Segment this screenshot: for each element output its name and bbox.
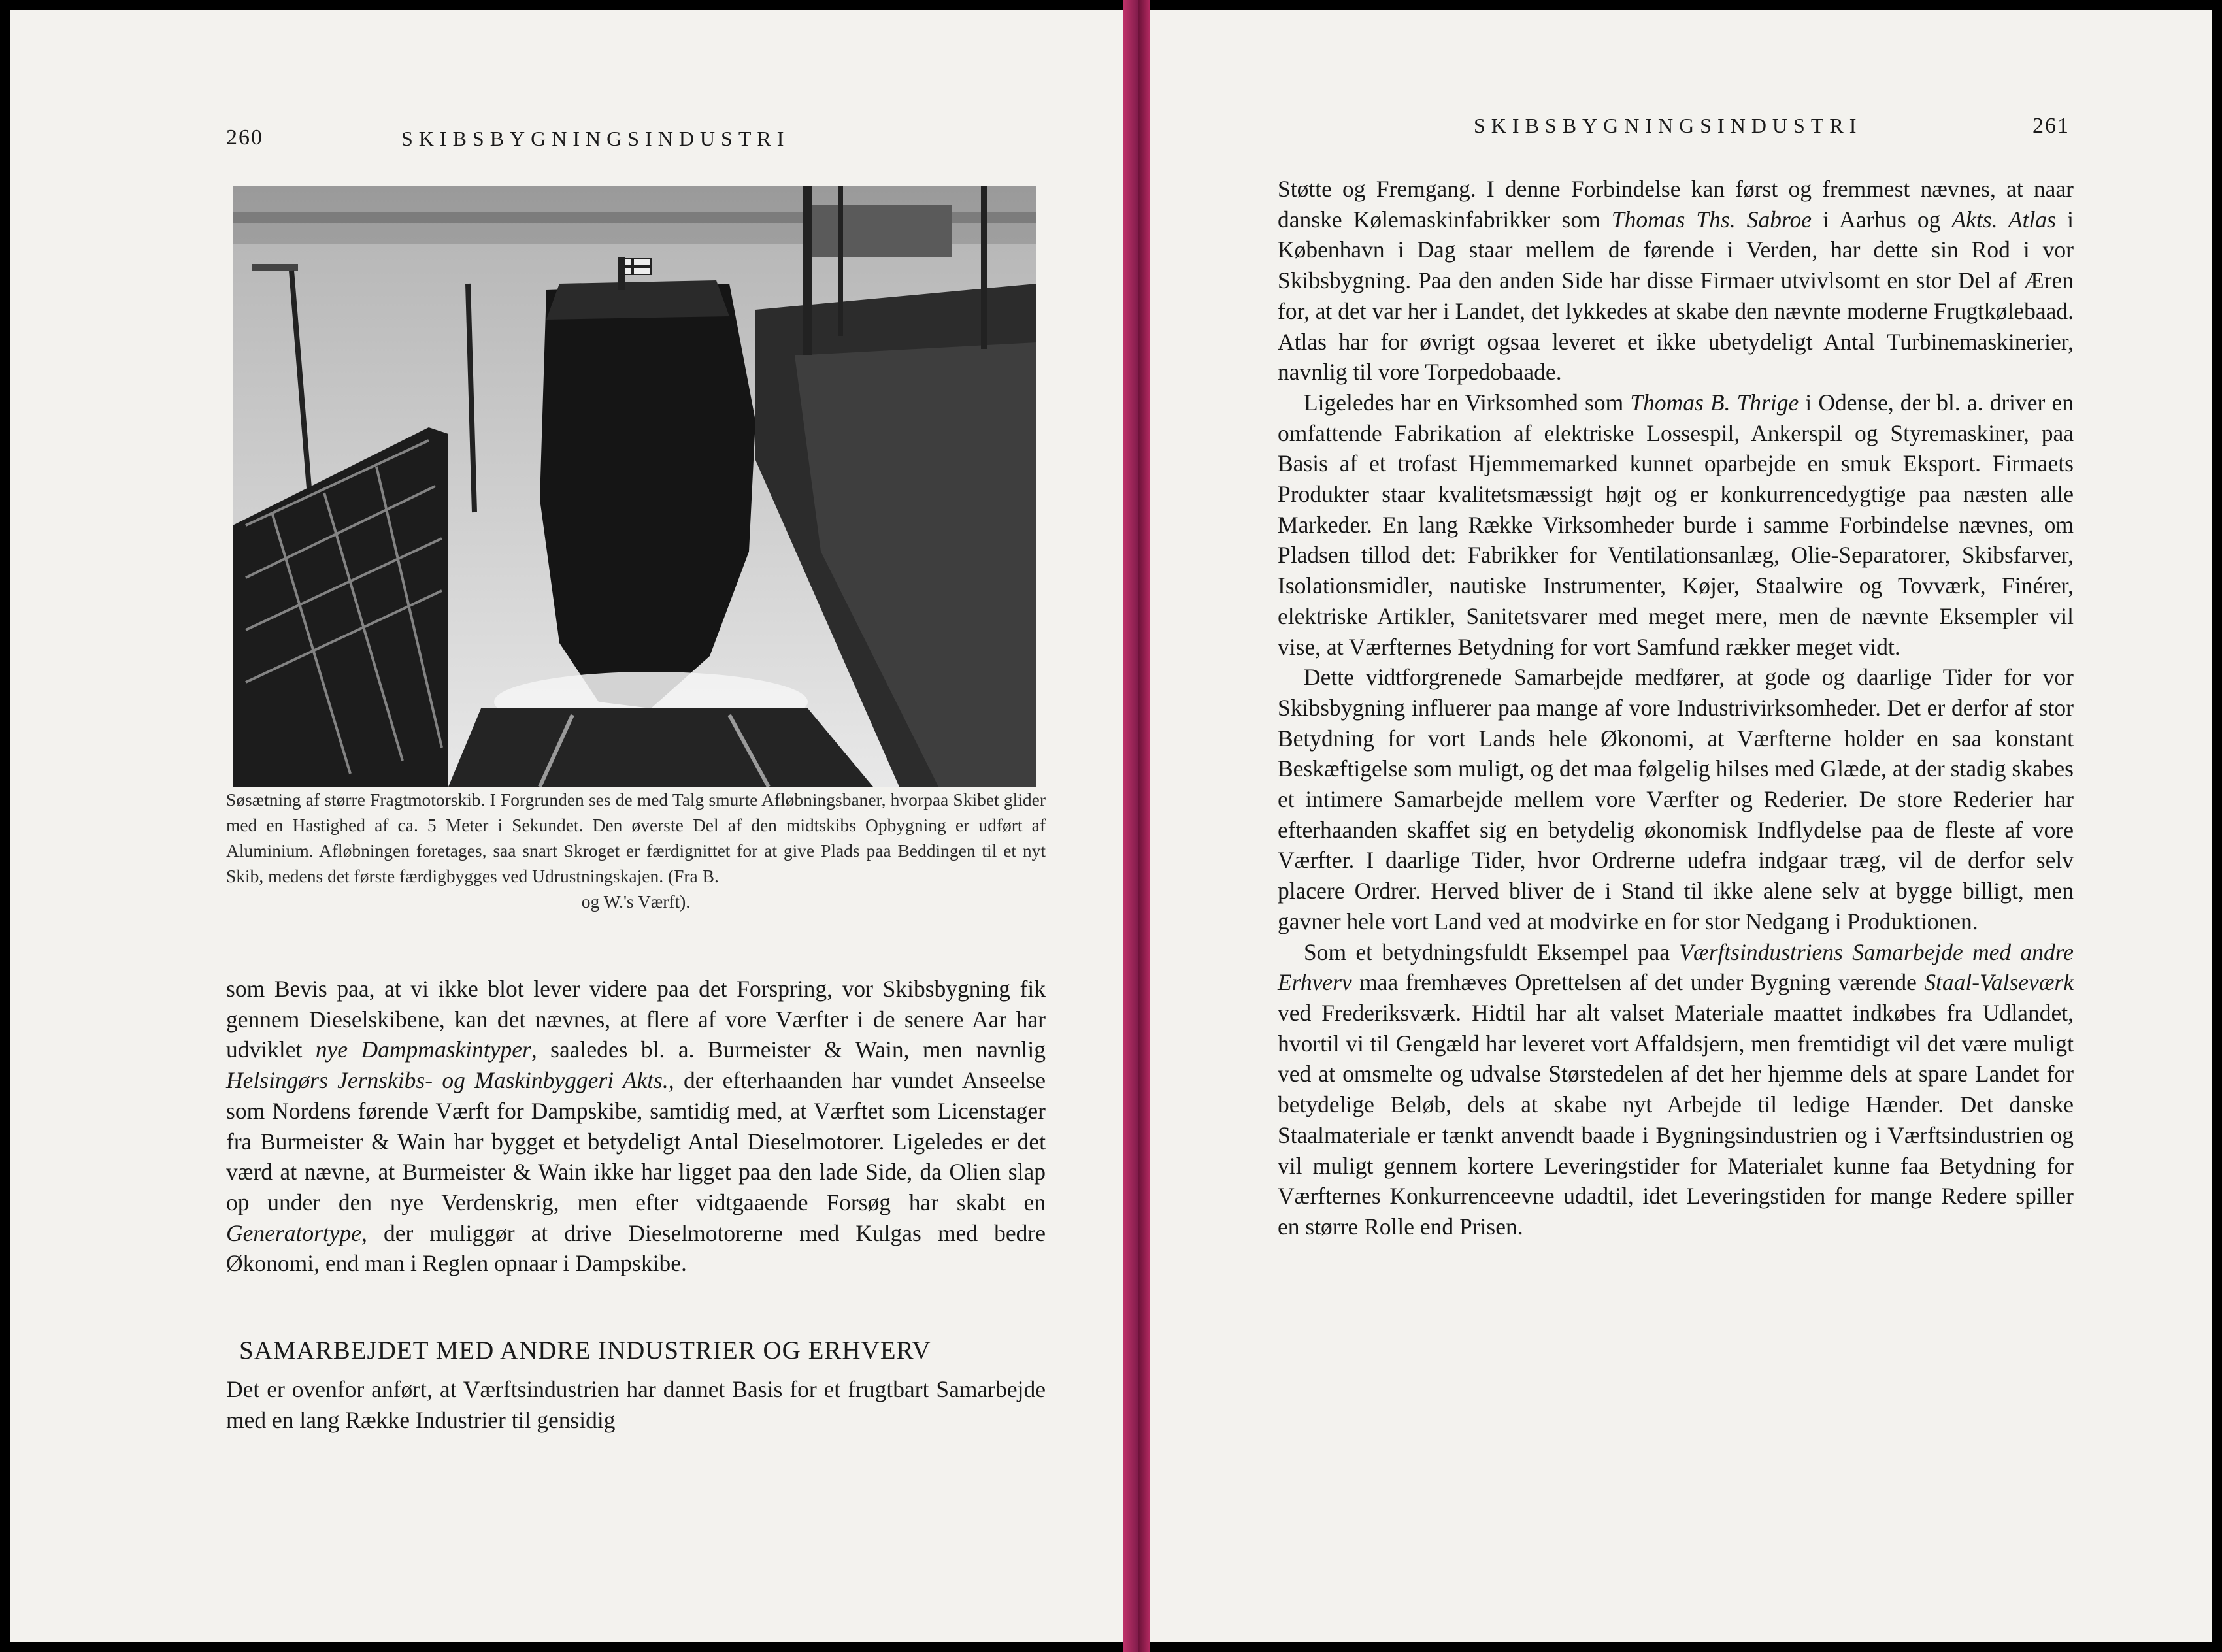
photo-caption-text: Søsætning af større Fragtmotorskib. I Forgrunden ses de med Talg smurte Afløbningsbaner, hvorpaa Skibet glider med en Hastighed af ca. 5 Meter i Sekundet. Den øverste Del af den midtskibs Opbygning er udført af Aluminium. Afløbningen foretages, saa snart Skroget er færdignittet for at give Plads paa Beddingen til et nyt Skib, medens det første færdigbygges ved Udrustningskajen. (Fra B. bbox=[226, 789, 1046, 886]
emphasis: Værftsindustriens Samarbejde med andre Erhverv bbox=[1278, 938, 2074, 996]
body-text bbox=[1278, 174, 2074, 1242]
gutter-edge bbox=[1123, 0, 1140, 1652]
emphasis: nye Dampmaskintyper bbox=[315, 1036, 531, 1063]
page-number: 261 bbox=[2032, 114, 2070, 138]
emphasis: Akts. Atlas bbox=[1951, 206, 2056, 233]
text-run: i Odense, der bl. a. driver en omfattende Fabrikation af elektriske Lossespil, Ankerspil og Styremaskiner, paa Basis af et trofast Hjemmemarked kunnet oparbejde en smuk Eksport. Firmaets Produkter staar kvalitetsmæssigt højt og er konkurrencedygtige paa næsten alle Markeder. En lang Række Virksomheder burde i samme Forbindelse nævnes, om Pladsen tillod det: Fabrikker for Ventilationsanlæg, Olie-Separatorer, Skibsfarver, Isolationsmidler, nautiske Instrumenter, Køjer, Staalwire og Tovværk, Finérer, elektriske Artikler, Sanitetsvarer med meget mere, men de nævnte Eksempler vil vise, at Værfternes Betydning for vort Samfund rækker meget vidt. bbox=[1278, 389, 2074, 660]
section-heading: SAMARBEJDET MED ANDRE INDUSTRIER OG ERHVERV bbox=[239, 1336, 931, 1364]
page-number: 260 bbox=[226, 125, 263, 150]
running-head: SKIBSBYGNINGSINDUSTRI bbox=[401, 127, 790, 150]
photo-caption-last-line: og W.'s Værft). bbox=[581, 891, 691, 912]
text-run: i Aarhus og bbox=[1812, 206, 1952, 233]
text-run: ved Frederiksværk. Hidtil har alt valset Materiale maattet indkøbes fra Udlandet, hvortil vi til Gengæld har leveret vort Affaldsjern, men fremtidigt vil det være muligt ved at omsmelte og udvalse Størstedelen af det her hjemme dels at spare Landet for betydelige Beløb, dels at skabe nyt Arbejde til ledige Hænder. Det danske Staalmateriale er tænkt anvendt baade i Bygningsindustrien og i Værftsindustrien og vil muligt gennem kortere Leveringstider for Materialet kunne faa Betydning for Værfternes Konkurrenceevne udadtil, idet Leveringstiden for mange Redere spiller en større Rolle end Prisen. bbox=[1278, 999, 2074, 1240]
paragraph bbox=[1278, 388, 2074, 662]
emphasis: Thomas Ths. Sabroe bbox=[1611, 206, 1812, 233]
emphasis: Helsingørs Jernskibs- og Maskinbyggeri Akts. bbox=[226, 1067, 669, 1094]
text-run: Som et betydningsfuldt Eksempel paa bbox=[1304, 938, 1680, 965]
body-text bbox=[226, 1374, 1046, 1435]
ship-launch-photo bbox=[233, 186, 1036, 787]
text-run: der muliggør at drive Dieselmotorerne med Kulgas med bedre Økonomi, end man i Reglen opnaar i Dampskibe. bbox=[226, 1219, 1046, 1277]
gutter-edge bbox=[1138, 0, 1150, 1652]
paragraph bbox=[1278, 174, 2074, 388]
emphasis: Thomas B. Thrige bbox=[1630, 389, 1799, 416]
paragraph: Dette vidtforgrenede Samarbejde medfører, at gode og daarlige Tider for vor Skibsbygning influerer paa mange af vore Industrivirksomheder. Det er derfor af stor Betydning for vort Lands hele Økonomi, at Værfterne holder en saa konstant Beskæftigelse som muligt, og det maa følgelig hilses med Glæde, at der stadig skabes et intimere Samarbejde mellem vore Værfter og Rederier. De store Rederier har efterhaanden skaffet sig en betydelig økonomisk Indflydelse paa de fleste af vore Værfter. I daarlige Tider, hvor Ordrerne udefra indgaar træg, vil de derfor selv placere Ordrer. Herved bliver de i Stand til ikke alene selv at bygge billigt, men gavner hele vort Land ved at modvirke en for stor Nedgang i Produktionen. bbox=[1278, 664, 2074, 934]
paragraph bbox=[226, 974, 1046, 1279]
left-page bbox=[10, 10, 1132, 1642]
paragraph: Det er ovenfor anført, at Værftsindustrien har dannet Basis for et frugtbart Samarbejde med en lang Række Industrier til gensidig bbox=[226, 1376, 1046, 1433]
text-run: Ligeledes har en Virksomhed som bbox=[1304, 389, 1631, 416]
text-run: maa fremhæves Oprettelsen af det under Bygning værende bbox=[1351, 969, 1925, 996]
text-run: , der efterhaanden har vundet Anseelse som Nordens førende Værft for Dampskibe, samtidig med, at Værftet som Licenstager fra Burmeister & Wain har bygget et betydeligt Antal Dieselmotorer. Ligeledes er det værd at nævne, at Burmeister & Wain ikke har ligget paa den lade Side, da Olien slap op under den nye Verdenskrig, men efter vidtgaaende Forsøg har skabt en bbox=[226, 1067, 1046, 1215]
text-run: Støtte og Fremgang. I denne Forbindelse kan først og fremmest nævnes, at naar danske Kølemaskinfabrikker som bbox=[1278, 176, 2074, 233]
right-page bbox=[1150, 10, 2212, 1642]
body-text bbox=[226, 974, 1046, 1279]
emphasis: Staal-Valseværk bbox=[1924, 969, 2074, 996]
running-head: SKIBSBYGNINGSINDUSTRI bbox=[1474, 114, 1863, 137]
photo-caption bbox=[226, 787, 1046, 914]
ship-launch-illustration bbox=[233, 186, 1036, 787]
text-run: i København i Dag staar mellem de førende i Verden, har dette sin Rod i vor Skibsbygning. Paa den anden Side har disse Firmaer utvivlsomt en stor Del af Æren for, at det var her i Landet, det lykkedes at skabe den nævnte moderne Frugtkølebaad. Atlas har for øvrigt ogsaa leveret et ikke ubetydeligt Antal Turbinemaskinerier, navnlig til vore Torpedobaade. bbox=[1278, 206, 2074, 386]
paragraph bbox=[1278, 937, 2074, 1242]
text-run: som Bevis paa, at vi ikke blot lever videre paa det Forspring, vor Skibsbygning fik gennem Dieselskibene, kan det nævnes, at flere af vore Værfter i de senere Aar har udviklet bbox=[226, 976, 1046, 1063]
emphasis: Generatortype, bbox=[226, 1219, 367, 1246]
text-run: , saaledes bl. a. Burmeister & Wain, men navnlig bbox=[531, 1036, 1046, 1063]
